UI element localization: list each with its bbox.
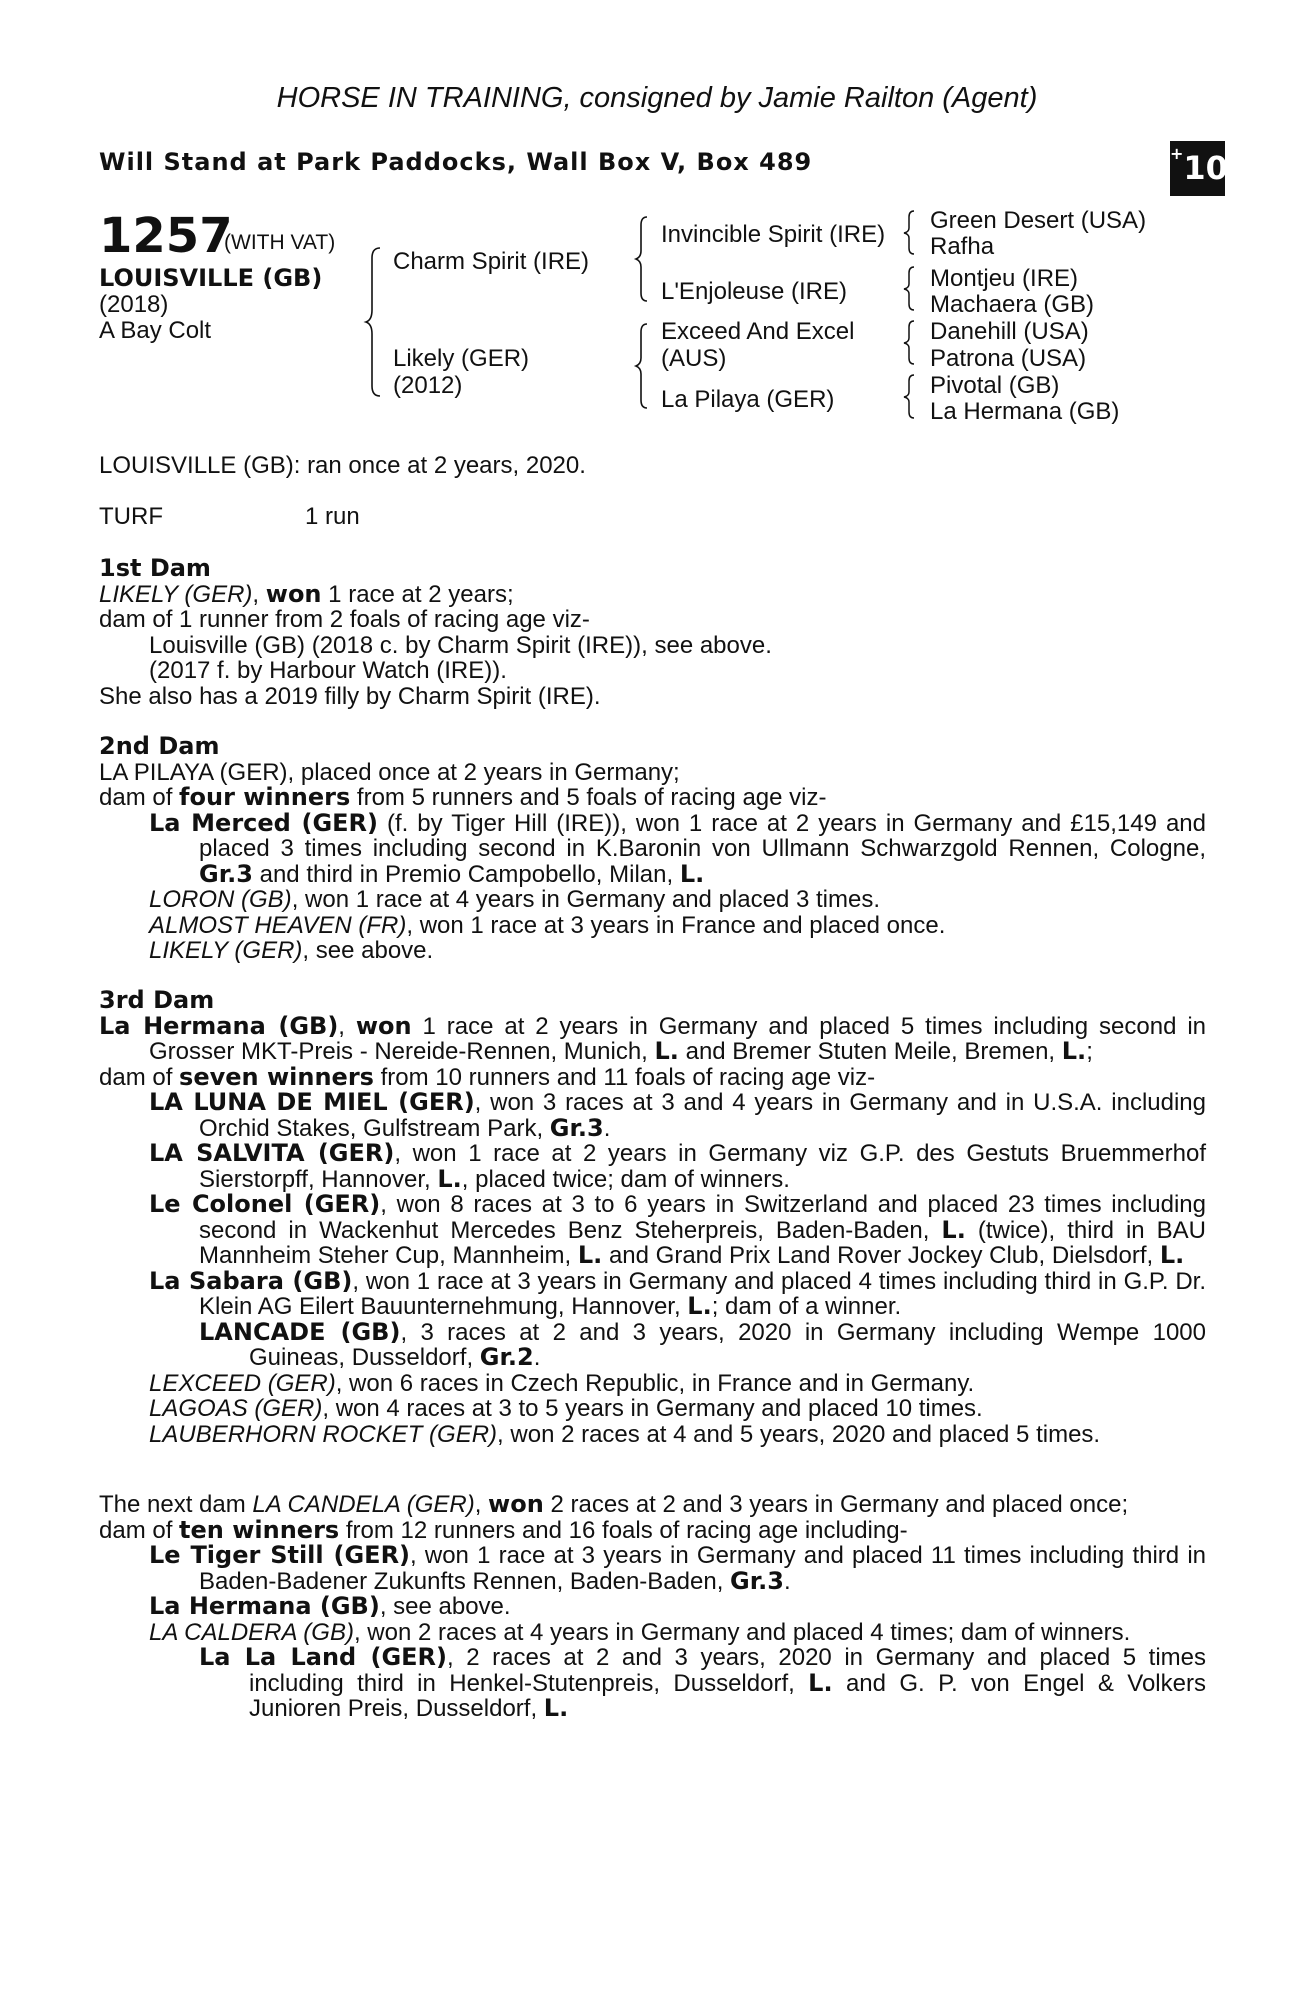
third-dam-line2: dam of seven winners from 10 runners and 11 foals of racing age viz- <box>99 1062 876 1091</box>
next-dam-section <box>99 1492 1206 1722</box>
badge-number: 10 <box>1183 149 1228 187</box>
third-dam-entry1: LA LUNA DE MIEL (GER), won 3 races at 3 and 4 years in Germany and in U.S.A. including Orchid Stakes, Gulfstream Park, Gr.3. <box>149 1088 1206 1142</box>
pedigree-sire-dam: L'Enjoleuse (IRE) <box>661 278 847 305</box>
third-dam-entry3: Le Colonel (GER), won 8 races at 3 to 6 years in Switzerland and placed 23 times including second in Wackenhut Mercedes Benz Steherpreis, Baden-Baden, L. (twice), third in BAU Mannheim Steher Cup, Mannheim, L. and Grand Prix Land Rover Jockey Club, Dielsdorf, L. <box>149 1190 1207 1269</box>
third-dam-entry6: LEXCEED (GER), won 6 races in Czech Republic, in France and in Germany. <box>149 1369 975 1397</box>
second-dam-entry1: La Merced (GER) (f. by Tiger Hill (IRE)), won 1 race at 2 years in Germany and £15,149 and placed 3 times including second in K.Baronin von Ullmann Schwarzgold Rennen, Cologne, Gr.3 and third in Premio Campobello, Milan, L. <box>149 808 1207 888</box>
stand-location: Will Stand at Park Paddocks, Wall Box V, Box 489 <box>99 148 813 176</box>
page-header: HORSE IN TRAINING, consigned by Jamie Railton (Agent) <box>276 82 1038 114</box>
third-dam-entry2: LA SALVITA (GER), won 1 race at 2 years in Germany viz G.P. des Gestuts Bruemmerhof Sierstorpff, Hannover, L., placed twice; dam of winners. <box>149 1139 1206 1193</box>
third-dam-entry5: LANCADE (GB), 3 races at 2 and 3 years, 2020 in Germany including Wempe 1000 Guineas, Dusseldorf, Gr.2. <box>199 1317 1207 1371</box>
pedigree-sire-sire: Invincible Spirit (IRE) <box>661 221 886 248</box>
third-dam-heading: 3rd Dam <box>99 986 215 1014</box>
pedigree-brace-1 <box>362 240 386 400</box>
pedigree-dam-sire-line1: Exceed And Excel <box>661 318 855 345</box>
badge-mark: + <box>1170 144 1184 163</box>
pedigree-brace-5 <box>901 264 919 312</box>
pedigree-brace-3 <box>633 320 653 410</box>
second-dam-entry4: LIKELY (GER), see above. <box>149 937 434 964</box>
first-dam-line5: She also has a 2019 filly by Charm Spirit (IRE). <box>99 682 601 710</box>
first-dam-line2: dam of 1 runner from 2 foals of racing age viz- <box>99 606 590 633</box>
first-dam-heading: 1st Dam <box>99 554 211 582</box>
third-dam-entry4: La Sabara (GB), won 1 race at 3 years in Germany and placed 4 times including third in G.P. Dr. Klein AG Eilert Bauunternehmung, Hannover, L.; dam of a winner. <box>149 1266 1207 1320</box>
pedigree-g6: Patrona (USA) <box>930 345 1087 372</box>
turf-runs: 1 run <box>305 503 360 530</box>
second-dam-entry3: ALMOST HEAVEN (FR), won 1 race at 3 years in France and placed once. <box>149 911 946 939</box>
lot-badge <box>1170 141 1228 196</box>
first-dam-section <box>99 556 1206 709</box>
first-dam-foal1: Louisville (GB) (2018 c. by Charm Spirit (IRE)), see above. <box>149 631 772 659</box>
pedigree-brace-6 <box>901 318 919 366</box>
pedigree-brace-2 <box>633 213 653 303</box>
foaling-year: (2018) <box>99 291 169 318</box>
second-dam-section <box>99 734 1206 964</box>
second-dam-heading: 2nd Dam <box>99 732 220 760</box>
pedigree-brace-7 <box>901 372 919 420</box>
horse-name: LOUISVILLE (GB) <box>99 264 323 292</box>
pedigree-brace-4 <box>901 208 919 256</box>
next-dam-entry3: LA CALDERA (GB), won 2 races at 4 years in Germany and placed 4 times; dam of winners. <box>149 1618 1131 1646</box>
pedigree-g7: Pivotal (GB) <box>930 372 1060 399</box>
first-dam-line1: LIKELY (GER), won 1 race at 2 years; <box>99 579 514 608</box>
third-dam-section <box>99 988 1206 1447</box>
next-dam-line1: The next dam LA CANDELA (GER), won 2 races at 2 and 3 years in Germany and placed once; <box>99 1490 1129 1518</box>
next-dam-entry1: Le Tiger Still (GER), won 1 race at 3 years in Germany and placed 11 times including third in Baden-Badener Zukunfts Rennen, Baden-Baden, Gr.3. <box>149 1541 1206 1595</box>
vat-note: (WITH VAT) <box>224 231 336 254</box>
turf-label: TURF <box>99 503 163 530</box>
pedigree-dam-dam: La Pilaya (GER) <box>661 386 835 413</box>
third-dam-para1: La Hermana (GB), won 1 race at 2 years in Germany and placed 5 times including second in Grosser MKT-Preis - Nereide-Rennen, Munich, L. and Bremer Stuten Meile, Bremen, L.; <box>99 1011 1207 1065</box>
pedigree-dam-line2: (2012) <box>393 372 463 399</box>
pedigree-g5: Danehill (USA) <box>930 318 1089 345</box>
next-dam-line2: dam of ten winners from 12 runners and 16 foals of racing age including- <box>99 1515 908 1544</box>
pedigree-g3: Montjeu (IRE) <box>930 265 1079 292</box>
pedigree-g2: Rafha <box>930 233 995 260</box>
pedigree-g8: La Hermana (GB) <box>930 398 1120 425</box>
next-dam-entry4: La La Land (GER), 2 races at 2 and 3 years, 2020 in Germany and placed 5 times including third in Henkel-Stutenpreis, Dusseldorf, L. and G. P. von Engel & Volkers Junioren Preis, Dusseldorf, L. <box>199 1643 1206 1722</box>
second-dam-line1: LA PILAYA (GER), placed once at 2 years in Germany; <box>99 758 680 786</box>
next-dam-entry2: La Hermana (GB), see above. <box>149 1592 511 1620</box>
lot-number: 1257 <box>99 208 233 264</box>
second-dam-entry2: LORON (GB), won 1 race at 4 years in Germany and placed 3 times. <box>149 886 880 913</box>
third-dam-entry7: LAGOAS (GER), won 4 races at 3 to 5 years in Germany and placed 10 times. <box>149 1395 983 1422</box>
pedigree-dam-sire-line2: (AUS) <box>661 345 727 372</box>
second-dam-line2: dam of four winners from 5 runners and 5 foals of racing age viz- <box>99 783 827 811</box>
pedigree-dam-line1: Likely (GER) <box>393 345 530 372</box>
race-summary: LOUISVILLE (GB): ran once at 2 years, 2020. <box>99 452 586 479</box>
pedigree-sire: Charm Spirit (IRE) <box>393 248 590 275</box>
horse-description: A Bay Colt <box>99 317 212 344</box>
pedigree-g1: Green Desert (USA) <box>930 207 1147 234</box>
third-dam-entry8: LAUBERHORN ROCKET (GER), won 2 races at 4 and 5 years, 2020 and placed 5 times. <box>149 1420 1101 1448</box>
first-dam-foal2: (2017 f. by Harbour Watch (IRE)). <box>149 657 507 684</box>
pedigree-g4: Machaera (GB) <box>930 291 1095 318</box>
